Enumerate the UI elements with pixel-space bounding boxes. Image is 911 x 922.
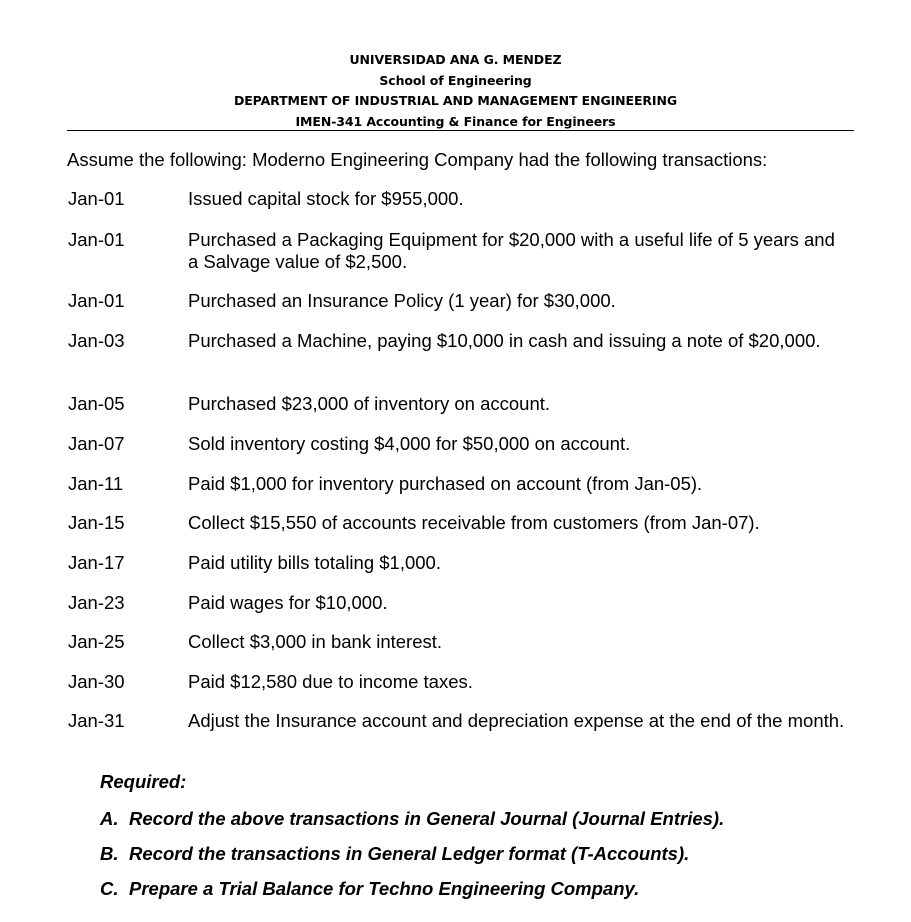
course-title: IMEN-341 Accounting & Finance for Engineers: [295, 113, 616, 129]
required-item-c: [100, 877, 639, 901]
required-item-letter: A.: [100, 808, 119, 829]
required-item-text: Record the transactions in General Ledger format (T-Accounts).: [129, 843, 690, 864]
transaction-description: Sold inventory costing $4,000 for $50,000 on account.: [188, 433, 631, 454]
transaction-description: Paid $12,580 due to income taxes.: [188, 671, 473, 692]
university-name: UNIVERSIDAD ANA G. MENDEZ: [349, 52, 562, 67]
transaction-description: Adjust the Insurance account and depreciation expense at the end of the month.: [188, 710, 845, 731]
transaction-description: Paid $1,000 for inventory purchased on account (from Jan-05).: [188, 473, 703, 494]
transaction-date: Jan-25: [68, 631, 125, 652]
school-name: School of Engineering: [379, 72, 532, 88]
transaction-description: Issued capital stock for $955,000.: [188, 188, 464, 209]
department-name: DEPARTMENT OF INDUSTRIAL AND MANAGEMENT ENGINEERING: [233, 93, 678, 108]
transaction-description: Collect $3,000 in bank interest.: [188, 631, 443, 652]
transaction-description: Purchased $23,000 of inventory on account.: [188, 393, 551, 414]
transaction-date: Jan-11: [68, 473, 124, 494]
transaction-date: Jan-01: [68, 229, 125, 250]
transaction-date: Jan-05: [68, 393, 125, 414]
transaction-description: Paid wages for $10,000.: [188, 592, 388, 613]
transaction-description: Purchased an Insurance Policy (1 year) for $30,000.: [188, 290, 616, 311]
required-item-text: Record the above transactions in General Journal (Journal Entries).: [129, 808, 725, 829]
transaction-date: Jan-01: [68, 188, 125, 209]
transaction-date: Jan-15: [68, 512, 125, 533]
required-item-b: [100, 842, 689, 866]
transaction-date: Jan-30: [68, 671, 125, 692]
intro-text: Assume the following: Moderno Engineering Company had the following transactions:: [67, 149, 768, 170]
transaction-description: Paid utility bills totaling $1,000.: [188, 552, 441, 573]
transaction-description: Collect $15,550 of accounts receivable from customers (from Jan-07).: [188, 512, 760, 533]
transaction-date: Jan-17: [68, 552, 125, 573]
transaction-date: Jan-23: [68, 592, 125, 613]
required-item-text: Prepare a Trial Balance for Techno Engineering Company.: [129, 878, 640, 899]
required-item-letter: B.: [100, 843, 119, 864]
transaction-date: Jan-01: [68, 290, 125, 311]
transaction-description: Purchased a Machine, paying $10,000 in cash and issuing a note of $20,000.: [188, 330, 821, 351]
required-title: Required:: [100, 771, 187, 792]
transaction-date: Jan-31: [68, 710, 125, 731]
transaction-description: Purchased a Packaging Equipment for $20,000 with a useful life of 5 years and a Salvage value of $2,500.: [188, 229, 835, 272]
transaction-date: Jan-07: [68, 433, 125, 454]
required-item-a: [100, 807, 724, 831]
transaction-date: Jan-03: [68, 330, 125, 351]
required-item-letter: C.: [100, 878, 119, 899]
